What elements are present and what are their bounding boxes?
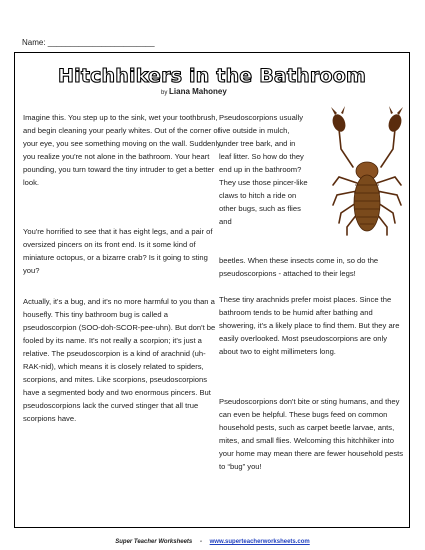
byline [161, 87, 227, 96]
byline-by: by [161, 90, 168, 96]
name-field-label: Name: ________________________ [22, 38, 155, 47]
footer-brand: Super Teacher Worksheets [115, 539, 193, 545]
footer-separator: - [199, 539, 202, 545]
left-paragraph-3: Actually, it's a bug, and it's no more harmful to you than a housefly. This tiny bathroom bug is called a pseudoscorpion (SOO-doh-SCOR-pee-uhn). But don't be fooled by its name. It's not really a scorpion; it's just a relative. The pseudoscorpion is a kind of arachnid (uh-RAK-nid), which means it is closely related to spiders, scorpions, and mites. Like scorpions, pseudoscorpions have a segmented body and two enormous pincers. But pseudoscorpions lack the curved stinger that all true scorpions have. [23, 297, 216, 423]
worksheet-frame [14, 52, 410, 528]
pseudoscorpion-illustration [323, 105, 411, 243]
right-paragraph-2: These tiny arachnids prefer moist places. Since the bathroom tends to be humid after bathing and showering, it's a likely place to find them. But they are easily overlooked. Most pseudoscorpions are only about two to eight millimeters long. [219, 295, 400, 356]
author-name: Liana Mahoney [169, 87, 227, 96]
left-paragraph-2: You're horrified to see that it has eight legs, and a pair of oversized pincers on its front end. Is it some kind of miniature octopus, or a bizarre crab? Is it going to sting you? [23, 227, 213, 275]
footer-url-link[interactable]: www.superteacherworksheets.com [209, 539, 310, 545]
footer [0, 539, 425, 545]
right-paragraph-1-continued: beetles. When these insects come in, so do the pseudoscorpions - attached to their legs! [219, 256, 379, 278]
article-title: Hitchhikers in the Bathroom [58, 65, 366, 87]
right-paragraph-1: Pseudoscorpions usually live outside in mulch, under tree bark, and in leaf litter. So how do they end up in the bathroom? They use those pincer-like claws to hitch a ride on other bugs, such as flies and [219, 113, 308, 226]
left-paragraph-1: Imagine this. You step up to the sink, wet your toothbrush, and begin cleaning your pearly whites. Out of the corner of your eye, you see something moving on the wall. Suddenly, you realize you're not alone in the bathroom. Your heart pounding, you turn toward the tiny intruder to get a better look. [23, 113, 223, 187]
right-paragraph-3: Pseudoscorpions don't bite or sting humans, and they can even be helpful. These bugs feed on common household pests, such as carpet beetle larvae, ants, mites, and small flies. Welcoming this hitchhiker into your home may mean there are fewer household pests to “bug” you! [219, 397, 404, 471]
